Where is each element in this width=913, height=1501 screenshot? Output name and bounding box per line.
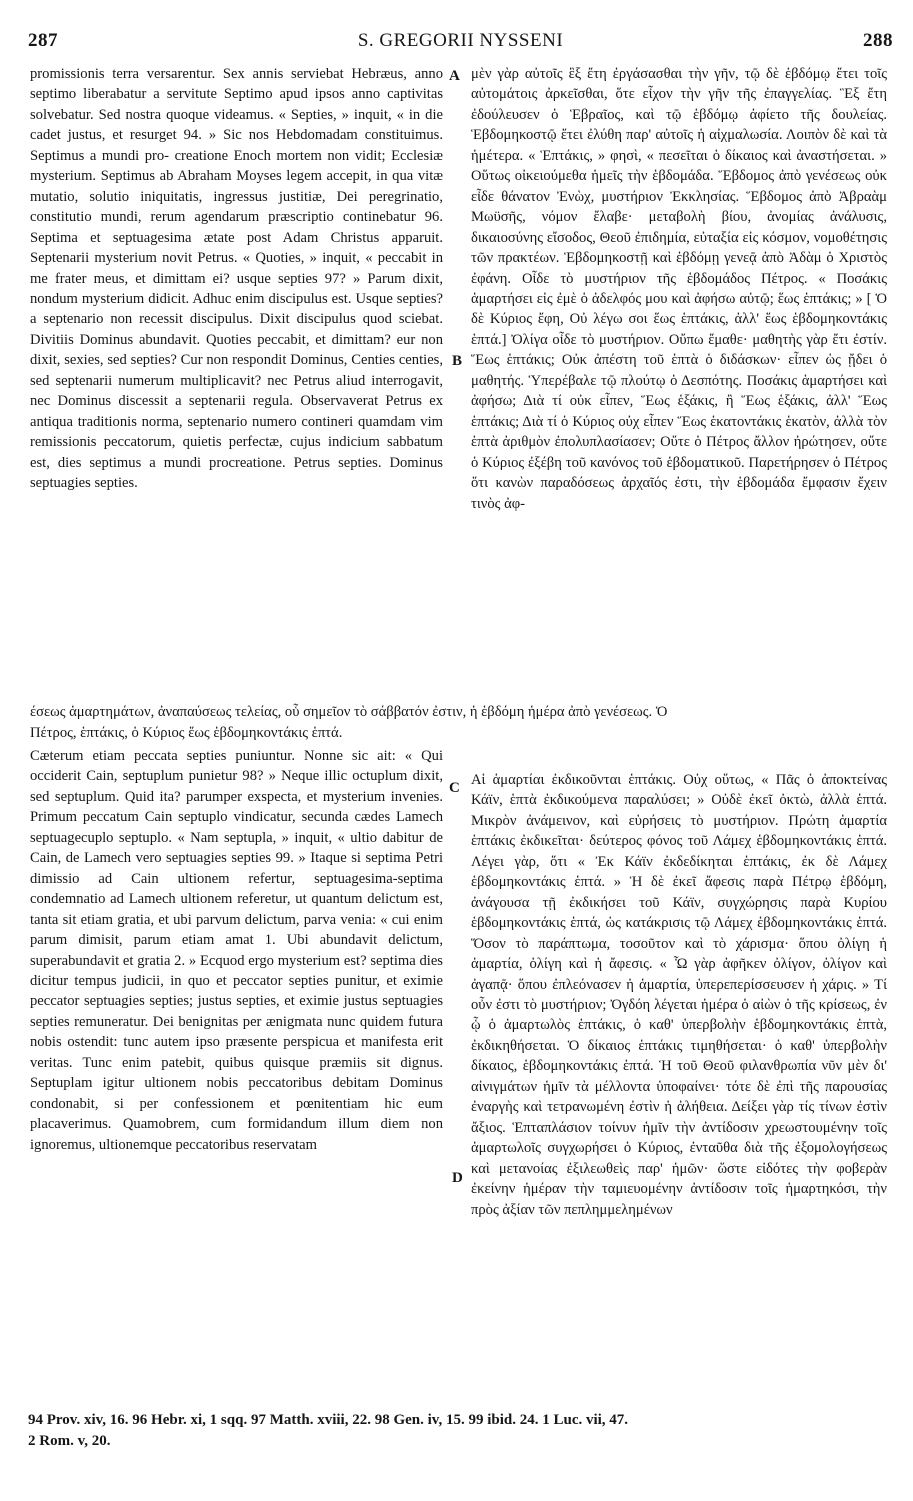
greek-span-line: έσεως ἁμαρτημάτων, ἀναπαύσεως τελείας, οὗ σημεῖον τὸ σάββατόν ἐστιν, ἡ ἑβδόμη ἡμέρα ἀπὸ γενέσεως. Ὁ <box>30 704 668 720</box>
margin-marker-b: B <box>452 353 463 369</box>
latin-column-bottom <box>30 746 443 1406</box>
latin-text-top: promissionis terra versarentur. Sex annis serviebat Hebræus, anno septimo liberabatur a servitute Septimo apud ipsos anno captivitas solvebatur. Sed nostra quoque videamus. « Septies, » inquit, « in die cadet justus, et resurget 94. » Sic nos Hebdomadam constituimus. Septimus a mundi pro- creatione Enoch mortem non vidit; Ecclesiæ mysterium. Septimus ab Abraham Moyses legem accepit, in qua vitæ mutatio, solutio iniquitatis, ingressus justitiæ, Dei peregrinatio, constitutio mundi, rerum agendarum præscriptio continebatur 96. Septima et septuagesima ætate post Adam Christus apparuit. Septenarii mysterium novit Petrus. « Quoties, » inquit, « peccabit in me frater meus, et dimittam ei? usque septies 97? » Parum dixit, nondum mysterium didicit. Adhuc enim discipulus est. Usque septies? a septenario non recessit discipulus. Dixit discipulus quod sciebat. Divitiis Dominus abundavit. Quoties peccabit, et dimittam? eur non dixit, sexies, sed septies? Cur non respondit Dominus, Centies centies, sed septenarii numerum multiplicavit? nec Petrus aliud interrogavit, nec Dominus discessit a septenarii regula. Observaverat Petrus ex antiqua traditionis norma, septenario numero contineri quamdam vim remissionis peccatorum, quietis perfectæ, cujus indicium sabbatum est, dies septimus a mundi procreatione. Petrus septies. Dominus septuagies septies. <box>30 66 443 492</box>
greek-column-top <box>471 64 887 699</box>
margin-marker-c: C <box>449 780 460 796</box>
greek-text-top: μὲν γὰρ αὐτοῖς ἓξ ἔτη ἐργάσασθαι τὴν γῆν, τῷ δὲ ἑβδόμῳ ἔτει τοῖς αὐτομάτοις ἀρκεῖσθαι, ὅτε εἶχον τὴν γῆν τῆς ἐπαγγελίας. Ἓξ ἔτη ἐδούλευσεν ὁ Ἑβραῖος, καὶ τῷ ἑβδόμῳ ἀφίετο τῆς δουλείας. Ἑβδομηκοστῷ ἔτει ἐλύθη παρ' αὐτοῖς ἡ αἰχμαλωσία. Λοιπὸν δὲ καὶ τὰ ἡμέτερα. « Ἑπτάκις, » φησὶ, « πεσεῖται ὁ δίκαιος καὶ ἀναστήσεται. » Οὕτως οἰκειούμεθα ἡμεῖς τὴν ἑβδομάδα. Ἕβδομος ἀπὸ γενέσεως οὐκ εἶδε θάνατον Ἐνὼχ, μυστήριον Ἐκκλησίας. Ἕβδομος ἀπὸ Ἀβραὰμ Μωϋσῆς, νόμον ἔλαβε· μεταβολὴ βίου, ἀνομίας ἀνάλυσις, δικαιοσύνης εἴσοδος, Θεοῦ ἐπιδημία, εὐταξία εἰς κόσμον, νομοθέτησις τῶν πρακτέων. Ἑβδομηκοστῇ καὶ ἑβδόμῃ γενεᾷ ἀπὸ Ἀδὰμ ὁ Χριστὸς ἐφάνη. Οἶδε τὸ μυστήριον τῆς ἑβδομάδος Πέτρος. « Ποσάκις ἁμαρτήσει εἰς ἐμὲ ὁ ἀδελφός μου καὶ ἀφήσω αὐτῷ; ἕως ἑπτάκις; » [ Ὁ δὲ Κύριος ἔφη, Οὐ λέγω σοι ἕως ἑπτάκις, ἀλλ' ἕως ἑβδομηκοντάκις ἑπτά.] Ὀλίγα οἶδε τὸ μυστήριον. Οὔπω ἔμαθε· μαθητὴς γὰρ ἔτι ἐστίν. Ἕως ἑπτάκις; Οὐκ ἀπέστη τοῦ ἑπτὰ ὁ διδάσκων· εἶπεν ὡς ᾔδει ὁ μαθητής. Ὑπερέβαλε τῷ πλούτῳ ὁ Δεσπότης. Ποσάκις ἁμαρτήσει καὶ ἀφήσω; Διὰ τί οὐκ εἶπεν, Ἕως ἑξάκις, ἢ Ἕως ἑξάκις, ἀλλ' Ἕως ἑπτάκις; Διὰ τί ὁ Κύριος οὐχ εἶπεν Ἕως ἑκατοντάκις ἑκατὸν, ἀλλὰ τὸν ἑπτὰ ἀριθμὸν ἐπολυπλασίασεν; Οὔτε ὁ Πέτρος ἄλλον ἠρώτησεν, οὔτε ὁ Κύριος ἐξέβη τοῦ κανόνος τοῦ ἑβδοματικοῦ. Παρετήρησεν ὁ Πέτρος ὅτι κανὼν παραδόσεως ἀρχαῖός ἐστι, τὴν ἑβδομάδα ἔμφασιν ἔχειν τινὸς ἀφ- <box>471 66 887 512</box>
page-number-left: 287 <box>28 30 58 51</box>
footnote-line: 2 Rom. v, 20. <box>28 1433 111 1449</box>
greek-column-bottom <box>471 770 887 1410</box>
latin-text-bottom: Cæterum etiam peccata septies puniuntur. Nonne sic ait: « Qui occiderit Cain, septuplum punietur 98? » Neque illic octuplum dixit, sed septuplum. Quid ita? parumper exspecta, et mysterium invenies. Primum peccatum Cain septuplo vindicatur, secunda cædes Lamech septuagecuplo septuplo. « Nam septupla, » inquit, « ultio dabitur de Cain, de Lamech vero septuagies septies 99. » Itaque si septima Petri dimissio ad Cain ultionem refertur, septuagesima-septima condemnatio ad Lamech ultionem referetur, ut quantum delictum est, tanta sit etiam gratia, et ubi parvum delictum, parva venia: « cui enim parum dimisit, parum etiam amat 1. Ubi abundavit delictum, superabundavit et gratia 2. » Ecquod ergo mysterium est? septima dies dicitur tempus judicii, in quo et peccator septies punitur, et eximie peccator septuagies septies; justus septies, et eximie justus septuagies septies remuneratur. Dei benignitas per ænigmata nunc quidem futura nobis ostendit: tunc autem ipso præsente perspicua et manifesta erit veritas. Tunc enim patebit, quibus quisque præmiis sit dignus. Septuplam igitur ultionem nobis peccatoribus debitam Dominus condonabit, si per confessionem et pœnitentiam hic eum placaverimus. Quamobrem, cum formidandum illum diem non ignoremus, ultionemque peccatoribus reservatam <box>30 748 443 1153</box>
page-header <box>28 26 893 58</box>
latin-column-top <box>30 64 443 699</box>
footnotes <box>28 1410 893 1452</box>
running-title: S. GREGORII NYSSENI <box>357 30 564 51</box>
footnote-line: 94 Prov. xiv, 16. 96 Hebr. xi, 1 sqq. 97 Matth. xviii, 22. 98 Gen. iv, 15. 99 ibid. 24. 1 Luc. vii, 47. <box>28 1412 629 1428</box>
margin-marker-a: A <box>449 68 460 84</box>
page-number-right: 288 <box>863 30 893 51</box>
margin-marker-d: D <box>452 1170 463 1186</box>
greek-text-bottom: Αἱ ἁμαρτίαι ἐκδικοῦνται ἑπτάκις. Οὐχ οὕτως, « Πᾶς ὁ ἀποκτείνας Κάϊν, ἑπτὰ ἐκδικούμενα παραλύσει; » Οὐδὲ ἐκεῖ ὀκτὼ, ἀλλὰ ἑπτά. Μικρὸν ἀνάμεινον, καὶ εὑρήσεις τὸ μυστήριον. Πρώτη ἁμαρτία ἑπτάκις ἐκδικεῖται· δεύτερος φόνος τοῦ Λάμεχ ἑβδομηκοντάκις ἑπτά. Λέγει γὰρ, ὅτι « Ἐκ Κάϊν ἐκδεδίκηται ἑπτάκις, ἐκ δὲ Λάμεχ ἑβδομηκοντάκις ἑπτά. » Ἡ δὲ ἐκεῖ ἄφεσις παρὰ Πέτρῳ ἑβδόμη, ἀνάγουσα τῇ ἐκδικήσει τοῦ Κάϊν, συγχώρησις παρὰ Κυρίου ἑβδομηκοντάκις ἑπτά, ὡς κατάκρισις τῷ Λάμεχ ἑβδομηκοντάκις ἑπτά. Ὅσον τὸ παράπτωμα, τοσοῦτον καὶ τὸ χάρισμα· ὅπου ὀλίγη ἡ ἁμαρτία, ὀλίγη καὶ ἡ ἄφεσις. « Ὧ γὰρ ἀφῆκεν ὀλίγον, ὀλίγον καὶ ἀγαπᾷ· ὅπου ἐπλεόνασεν ἡ ἁμαρτία, ὑπερεπερίσσευσεν ἡ χάρις. » Τί οὖν ἐστι τὸ μυστήριον; Ὀγδόη λέγεται ἡμέρα ὁ αἰὼν ὁ τῆς κρίσεως, ἐν ᾧ ὁ ἁμαρτωλὸς ἑπτάκις, ὁ καθ' ὑπερβολὴν ἑβδομηκοντάκις ἑπτὰ, ἐκδικηθήσεται. Ὁ δίκαιος ἑπτάκις τιμηθήσεται· ὁ καθ' ὑπερβολὴν δίκαιος, ἑβδομηκοντάκις ἑπτά. Ἡ τοῦ Θεοῦ φιλανθρωπία νῦν μὲν δι' αἰνιγμάτων ἡμῖν τὰ μέλλοντα ὑποφαίνει· τότε δὲ ἐπὶ τῆς παρουσίας ἐναργὴς καὶ τετρανωμένη ἐστὶν ἡ ἀλήθεια. Δείξει γὰρ τίς τίνων ἐστὶν ἄξιος. Ἑπταπλάσιον τοίνυν ἡμῖν τὴν ἀντίδοσιν χρεωστουμένην τοῖς ἁμαρτωλοῖς συγχωρήσει ὁ Κύριος, ἐνταῦθα διὰ τῆς ἐξομολογήσεως καὶ μετανοίας ἐξιλεωθεὶς παρ' ἡμῶν· ὥστε εἰδότες τὴν φοβερὰν ἐκείνην ἡμέραν τὴν ταμιευομένην ἀντίδοσιν τοῖς ἡμαρτηκόσι, τὴν πρὸς ἀξίαν τῶν πεπλημμελημένων <box>471 772 887 1218</box>
greek-span-line: Πέτρος, ἑπτάκις, ὁ Κύριος ἕως ἑβδομηκοντάκις ἑπτά. <box>30 724 343 741</box>
greek-spanning-lines <box>30 702 885 743</box>
